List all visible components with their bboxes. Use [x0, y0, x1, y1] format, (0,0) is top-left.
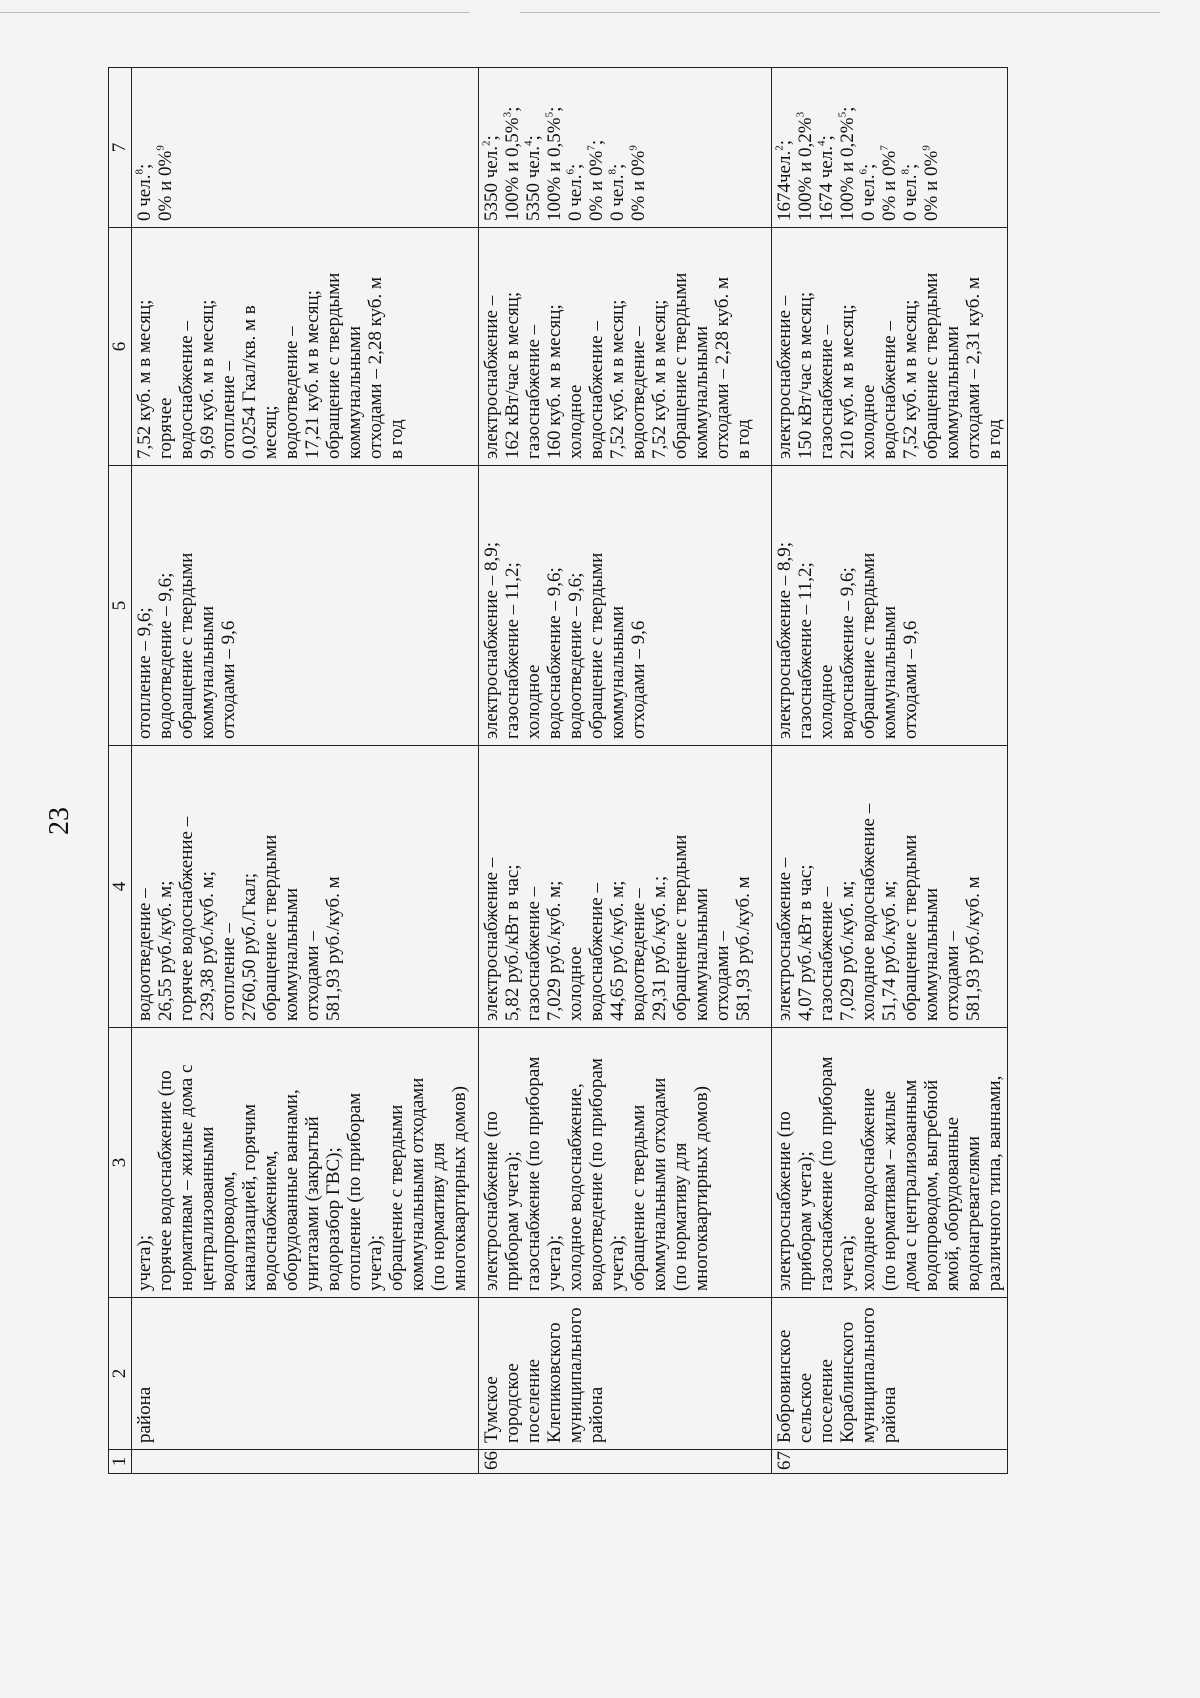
cell-text-line: [921, 74, 942, 221]
row-number: 67: [774, 1451, 795, 1470]
cell-text-line: обращение с твердыми: [858, 552, 879, 739]
cell-text-line: водоотведение – 9,6;: [565, 572, 586, 739]
value-text: 0 чел.: [565, 174, 586, 221]
cell-text-line: учета);: [837, 1234, 858, 1291]
cell-text-line: 4,07 руб./кВт в час;: [795, 864, 816, 1021]
cell-text-line: водоотведение – 9,6;: [155, 572, 176, 739]
cell-text-line: холодное водоснабжение –: [858, 803, 879, 1021]
punctuation: ;: [858, 163, 879, 170]
cell-text-line: 7,52 куб. м в месяц;: [900, 299, 921, 459]
cell-text-line: сельское: [795, 1372, 816, 1443]
cell-text-line: электроснабжение –: [774, 295, 795, 459]
value-text: 100% и 0,5%: [502, 117, 523, 221]
value-text: 0% и 0%: [628, 150, 649, 221]
value-text: 100% и 0,2%: [837, 117, 858, 221]
footnote-marker: 6: [564, 169, 577, 175]
cell-text-line: [837, 74, 858, 221]
cell-text-line: канализацией, горячим: [239, 1104, 260, 1291]
cell-text-line: [879, 74, 900, 221]
cell-text-line: [607, 74, 628, 221]
cell-text-line: отходами – 9,6: [218, 620, 239, 739]
cell-c4: [479, 746, 772, 1028]
footnote-marker: 4: [522, 140, 535, 147]
cell-text-line: электроснабжение (по: [774, 1111, 795, 1291]
footnote-marker: 9: [920, 145, 933, 151]
cell-c4: [772, 746, 1008, 1028]
cell-text-line: отходами –: [712, 931, 733, 1021]
cell-text-line: водоснабжение –: [176, 321, 197, 459]
cell-text-line: обращение с твердыми: [921, 272, 942, 459]
punctuation: ;: [134, 163, 155, 170]
table-row: [479, 68, 772, 1474]
column-header: 7: [109, 68, 132, 228]
data-table: [108, 67, 1008, 1474]
cell-text-line: [900, 74, 921, 221]
cell-text-line: 160 куб. м в месяц;: [544, 304, 565, 459]
cell-text-line: 150 кВт/час в месяц;: [795, 291, 816, 459]
punctuation: ;: [586, 139, 607, 146]
punctuation: ;: [837, 106, 858, 112]
cell-text-line: 7,52 куб. м в месяц;: [607, 299, 628, 459]
scan-line: [0, 12, 470, 13]
cell-text-line: электроснабжение (по: [481, 1111, 502, 1291]
cell-text-line: 162 кВт/час в месяц;: [502, 291, 523, 459]
cell-text-line: холодное: [858, 384, 879, 459]
cell-text-line: (по нормативам – жилые: [879, 1090, 900, 1291]
cell-text-line: холодное водоснабжение,: [565, 1083, 586, 1291]
cell-text-line: коммунальными: [691, 326, 712, 459]
cell-text-line: 9,69 куб. м в месяц;: [197, 299, 218, 459]
cell-c5: [772, 466, 1008, 746]
column-header: 1: [109, 1450, 132, 1474]
cell-text-line: горячее водоснабжение –: [176, 816, 197, 1021]
cell-text-line: обращение с твердыми: [900, 834, 921, 1021]
footnote-marker: 9: [627, 145, 640, 151]
cell-text-line: учета);: [365, 1234, 386, 1291]
cell-text-line: коммунальными отходами: [649, 1077, 670, 1291]
footnote-marker: 3: [794, 111, 807, 118]
table-row: [772, 68, 1008, 1474]
table-row: [132, 68, 479, 1474]
value-text: 1674чел.: [774, 150, 795, 221]
column-header: 5: [109, 466, 132, 746]
punctuation: ;: [481, 135, 502, 141]
cell-text-line: 2760,50 руб./Гкал;: [239, 873, 260, 1021]
cell-text-line: холодное: [523, 664, 544, 739]
cell-text-line: поселение: [816, 1359, 837, 1443]
cell-text-line: [628, 74, 649, 221]
cell-text-line: газоснабжение (по приборам: [523, 1056, 544, 1291]
footnote-marker: 2: [480, 140, 493, 147]
value-text: 100% и 0,2%: [795, 117, 816, 221]
cell-text-line: газоснабжение –: [816, 886, 837, 1021]
cell-text-line: водонагревателями: [963, 1135, 984, 1291]
cell-text-line: муниципального: [858, 1307, 879, 1443]
cell-c2: [132, 1298, 479, 1450]
cell-text-line: 17,21 куб. м в месяц;: [302, 290, 323, 459]
cell-text-line: холодное: [565, 946, 586, 1021]
cell-c3: [772, 1028, 1008, 1298]
cell-text-line: ямой, оборудованные: [942, 1116, 963, 1291]
cell-text-line: газоснабжение –: [816, 324, 837, 459]
scan-line: [520, 12, 1160, 13]
cell-text-line: отходами – 9,6: [900, 620, 921, 739]
punctuation: ;: [523, 135, 544, 141]
cell-text-line: [523, 74, 544, 221]
cell-text-line: 44,65 руб./куб. м;: [607, 880, 628, 1021]
value-text: 0% и 0%: [586, 150, 607, 221]
cell-text-line: обращение с твердыми: [670, 834, 691, 1021]
punctuation: ;: [502, 106, 523, 112]
cell-text-line: учета);: [134, 1234, 155, 1291]
cell-text-line: 7,52 куб. м в месяц;: [134, 299, 155, 459]
footnote-marker: 4: [815, 140, 828, 147]
cell-text-line: 581,93 руб./куб. м: [733, 876, 754, 1021]
cell-text-line: коммунальными: [607, 606, 628, 739]
cell-text-line: муниципального: [565, 1307, 586, 1443]
cell-text-line: [774, 74, 795, 221]
value-text: 1674 чел.: [816, 146, 837, 221]
cell-text-line: [565, 74, 586, 221]
cell-text-line: водоснабжение – 9,6;: [544, 567, 565, 739]
cell-text-line: обращение с твердыми: [260, 834, 281, 1021]
cell-text-line: отопление – 9,6;: [134, 607, 155, 739]
cell-text-line: электроснабжение –: [774, 857, 795, 1021]
cell-text-line: 51,74 руб./куб. м;: [879, 880, 900, 1021]
cell-text-line: [544, 74, 565, 221]
cell-text-line: Бобровинское: [774, 1329, 795, 1443]
cell-text-line: отопление –: [218, 923, 239, 1021]
cell-text-line: (по нормативу для: [428, 1142, 449, 1291]
cell-text-line: газоснабжение – 11,2;: [502, 562, 523, 739]
cell-text-line: обращение с твердыми: [386, 1104, 407, 1291]
cell-text-line: коммунальными: [879, 606, 900, 739]
cell-text-line: приборам учета);: [502, 1151, 523, 1291]
cell-text-line: электроснабжение –: [481, 857, 502, 1021]
cell-text-line: коммунальными: [344, 326, 365, 459]
cell-text-line: района: [134, 1386, 155, 1443]
cell-text-line: 239,38 руб./куб. м;: [197, 871, 218, 1021]
footnote-marker: 6: [857, 169, 870, 175]
footnote-marker: 5: [543, 111, 556, 118]
cell-text-line: в год: [733, 419, 754, 459]
cell-text-line: отходами – 2,28 куб. м: [712, 277, 733, 459]
cell-c6: [132, 228, 479, 466]
punctuation: ;: [816, 135, 837, 141]
cell-text-line: коммунальными отходами: [407, 1077, 428, 1291]
cell-text-line: водоразбор ГВС);: [323, 1147, 344, 1291]
column-header: 2: [109, 1298, 132, 1450]
cell-text-line: отходами –: [942, 931, 963, 1021]
cell-text-line: [858, 74, 879, 221]
cell-text-line: газоснабжение (по приборам: [816, 1056, 837, 1291]
cell-text-line: (по нормативу для: [670, 1142, 691, 1291]
cell-text-line: 7,029 руб./куб. м;: [837, 880, 858, 1021]
cell-text-line: холодное: [816, 664, 837, 739]
cell-text-line: многоквартирных домов): [691, 1086, 712, 1291]
cell-c3: [479, 1028, 772, 1298]
cell-text-line: Тумское: [481, 1376, 502, 1443]
cell-text-line: 26,55 руб./куб. м;: [155, 880, 176, 1021]
cell-text-line: горячее водоснабжение (по: [155, 1070, 176, 1291]
cell-text-line: электроснабжение –: [481, 295, 502, 459]
cell-text-line: района: [879, 1386, 900, 1443]
cell-text-line: учета);: [607, 1234, 628, 1291]
cell-text-line: водоснабжением,: [260, 1150, 281, 1291]
cell-text-line: водоотведение –: [134, 888, 155, 1021]
cell-text-line: [502, 74, 523, 221]
cell-text-line: в год: [984, 419, 1005, 459]
cell-text-line: обращение с твердыми: [586, 552, 607, 739]
column-header: 4: [109, 746, 132, 1028]
cell-text-line: газоснабжение –: [523, 886, 544, 1021]
cell-text-line: электроснабжение – 8,9;: [481, 541, 502, 739]
cell-c6: [479, 228, 772, 466]
cell-text-line: приборам учета);: [795, 1151, 816, 1291]
value-text: 0 чел.: [607, 174, 628, 221]
cell-text-line: отходами –: [302, 931, 323, 1021]
cell-text-line: 5,82 руб./кВт в час;: [502, 864, 523, 1021]
cell-text-line: горячее: [155, 397, 176, 459]
punctuation: ;: [900, 163, 921, 170]
cell-text-line: в год: [386, 419, 407, 459]
cell-text-line: унитазами (закрытый: [302, 1116, 323, 1291]
value-text: 0% и 0%: [921, 150, 942, 221]
cell-text-line: водоснабжение –: [586, 883, 607, 1021]
cell-text-line: водопроводом,: [218, 1171, 239, 1291]
cell-text-line: коммунальными: [281, 888, 302, 1021]
cell-text-line: отопление (по приборам: [344, 1092, 365, 1291]
cell-text-line: учета);: [544, 1234, 565, 1291]
page-number: 23: [44, 807, 75, 835]
cell-c2: [479, 1298, 772, 1450]
cell-text-line: Кораблинского: [837, 1321, 858, 1443]
cell-text-line: централизованными: [197, 1126, 218, 1291]
cell-text-line: многоквартирных домов): [449, 1086, 470, 1291]
cell-text-line: газоснабжение –: [523, 324, 544, 459]
cell-text-line: поселение: [523, 1359, 544, 1443]
cell-text-line: водоотведение –: [628, 888, 649, 1021]
cell-row-number: [772, 1450, 1008, 1474]
cell-text-line: водоотведение –: [281, 326, 302, 459]
value-text: 0% и 0%: [879, 150, 900, 221]
footnote-marker: 8: [133, 169, 146, 175]
cell-text-line: отходами – 9,6: [628, 620, 649, 739]
cell-text-line: [134, 74, 155, 221]
cell-row-number: [132, 1450, 479, 1474]
cell-text-line: района: [586, 1386, 607, 1443]
cell-c5: [132, 466, 479, 746]
cell-c4: [132, 746, 479, 1028]
value-text: 0% и 0%: [155, 150, 176, 221]
cell-text-line: 7,52 куб. м в месяц;: [649, 299, 670, 459]
value-text: 0 чел.: [900, 174, 921, 221]
footnote-marker: 7: [878, 145, 891, 151]
cell-c6: [772, 228, 1008, 466]
cell-text-line: водоснабжение – 9,6;: [837, 567, 858, 739]
cell-text-line: оборудованные ваннами,: [281, 1089, 302, 1291]
footnote-marker: 8: [606, 169, 619, 175]
cell-text-line: городское: [502, 1363, 523, 1443]
cell-c5: [479, 466, 772, 746]
cell-text-line: [155, 74, 176, 221]
value-text: 5350 чел.: [481, 146, 502, 221]
cell-text-line: 0,0254 Гкал/кв. м в: [239, 305, 260, 459]
cell-text-line: 7,029 руб./куб. м;: [544, 880, 565, 1021]
cell-text-line: холодное: [565, 384, 586, 459]
punctuation: ;: [607, 163, 628, 170]
cell-text-line: отходами – 2,31 куб. м: [963, 277, 984, 459]
cell-text-line: [481, 74, 502, 221]
cell-text-line: дома с централизованным: [900, 1079, 921, 1291]
cell-row-number: [479, 1450, 772, 1474]
footnote-marker: 5: [836, 111, 849, 118]
header-row: [109, 68, 132, 1474]
value-text: 5350 чел.: [523, 146, 544, 221]
cell-c7: [772, 68, 1008, 228]
cell-text-line: коммунальными: [691, 888, 712, 1021]
cell-text-line: различного типа, ваннами,: [984, 1075, 1005, 1291]
punctuation: ;: [565, 163, 586, 170]
row-number: 66: [481, 1451, 502, 1470]
cell-text-line: водоснабжение –: [586, 321, 607, 459]
footnote-marker: 3: [501, 111, 514, 118]
cell-text-line: коммунальными: [197, 606, 218, 739]
cell-text-line: нормативам – жилые дома с: [176, 1064, 197, 1291]
punctuation: ;: [544, 106, 565, 112]
cell-text-line: водопроводом, выгребной: [921, 1079, 942, 1291]
cell-text-line: коммунальными: [942, 326, 963, 459]
punctuation: ;: [774, 139, 795, 146]
cell-text-line: холодное водоснабжение: [858, 1088, 879, 1291]
cell-c7: [479, 68, 772, 228]
cell-text-line: водоотведение –: [628, 326, 649, 459]
cell-text-line: отопление –: [218, 361, 239, 459]
cell-text-line: обращение с твердыми: [628, 1104, 649, 1291]
value-text: 0 чел.: [858, 174, 879, 221]
footnote-marker: 7: [585, 145, 598, 151]
cell-text-line: водоотведение (по приборам: [586, 1058, 607, 1291]
cell-text-line: отходами – 2,28 куб. м: [365, 277, 386, 459]
cell-text-line: электроснабжение – 8,9;: [774, 541, 795, 739]
footnote-marker: 2: [773, 145, 786, 151]
value-text: 0 чел.: [134, 174, 155, 221]
cell-c2: [772, 1298, 1008, 1450]
value-text: 100% и 0,5%: [544, 117, 565, 221]
cell-text-line: газоснабжение – 11,2;: [795, 562, 816, 739]
cell-text-line: Клепиковского: [544, 1322, 565, 1443]
rotated-table-wrapper: [108, 68, 1005, 1474]
cell-text-line: [586, 74, 607, 221]
footnote-marker: 9: [154, 145, 167, 151]
cell-text-line: [816, 74, 837, 221]
cell-c7: [132, 68, 479, 228]
cell-text-line: 581,93 руб./куб. м: [963, 876, 984, 1021]
cell-text-line: обращение с твердыми: [670, 272, 691, 459]
cell-text-line: коммунальными: [921, 888, 942, 1021]
cell-text-line: обращение с твердыми: [323, 272, 344, 459]
footnote-marker: 8: [899, 169, 912, 175]
cell-text-line: 210 куб. м в месяц;: [837, 304, 858, 459]
column-header: 3: [109, 1028, 132, 1298]
cell-c3: [132, 1028, 479, 1298]
cell-text-line: водоснабжение –: [879, 321, 900, 459]
column-header: 6: [109, 228, 132, 466]
cell-text-line: обращение с твердыми: [176, 552, 197, 739]
cell-text-line: 581,93 руб./куб. м: [323, 876, 344, 1021]
cell-text-line: [795, 74, 816, 221]
cell-text-line: 29,31 руб./куб. м.;: [649, 875, 670, 1021]
cell-text-line: месяц;: [260, 405, 281, 459]
